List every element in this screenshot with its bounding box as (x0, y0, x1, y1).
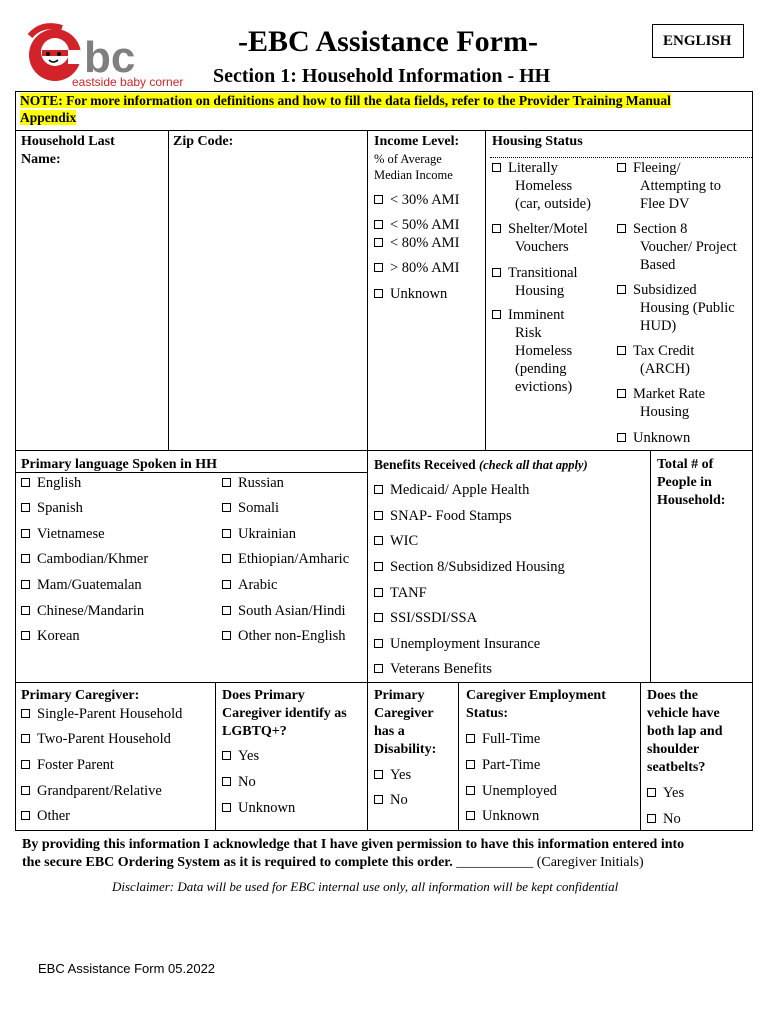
lang-ukrainian[interactable]: Ukrainian (222, 525, 296, 543)
checkbox-icon[interactable] (222, 751, 231, 760)
caregiver-initials-label: (Caregiver Initials) (536, 855, 644, 870)
total-people-label: Total # of People in Household: (657, 457, 726, 508)
checkbox-icon[interactable] (374, 263, 383, 272)
housing-section8[interactable]: Section 8 Voucher/ Project Based (617, 220, 737, 274)
seatbelts-yes[interactable]: Yes (647, 784, 684, 802)
checkbox-icon[interactable] (222, 631, 231, 640)
employment-unemployed[interactable]: Unemployed (466, 782, 557, 800)
svg-text:bc: bc (84, 33, 136, 82)
housing-shelter-motel[interactable]: Shelter/Motel Vouchers (492, 220, 588, 256)
section-title: Section 1: Household Information - HH (213, 65, 551, 87)
checkbox-icon[interactable] (21, 503, 30, 512)
checkbox-icon[interactable] (617, 163, 626, 172)
note (20, 92, 671, 126)
checkbox-icon[interactable] (374, 195, 383, 204)
lang-russian[interactable]: Russian (222, 474, 284, 492)
lang-mam[interactable]: Mam/Guatemalan (21, 576, 142, 594)
checkbox-icon[interactable] (21, 760, 30, 769)
checkbox-icon[interactable] (374, 511, 383, 520)
caregiver-foster[interactable]: Foster Parent (21, 756, 114, 774)
checkbox-icon[interactable] (21, 811, 30, 820)
benefit-wic[interactable]: WIC (374, 532, 418, 550)
checkbox-icon[interactable] (617, 346, 626, 355)
housing-imminent-risk[interactable]: Imminent Risk Homeless (pending evictions) (492, 306, 572, 396)
housing-market-rate[interactable]: Market Rate Housing (617, 385, 705, 421)
income-option-lt50[interactable]: < 50% AMI (374, 216, 459, 234)
checkbox-icon[interactable] (466, 786, 475, 795)
checkbox-icon[interactable] (374, 289, 383, 298)
checkbox-icon[interactable] (492, 224, 501, 233)
checkbox-icon[interactable] (374, 220, 383, 229)
checkbox-icon[interactable] (374, 770, 383, 779)
disability-no[interactable]: No (374, 791, 408, 809)
caregiver-two-parent[interactable]: Two-Parent Household (21, 730, 171, 748)
housing-subsidized[interactable]: Subsidized Housing (Public HUD) (617, 281, 735, 335)
checkbox-icon[interactable] (21, 606, 30, 615)
language-badge-label: ENGLISH (663, 33, 732, 49)
employment-part-time[interactable]: Part-Time (466, 756, 540, 774)
checkbox-icon[interactable] (21, 631, 30, 640)
checkbox-icon[interactable] (222, 777, 231, 786)
lgbtq-no[interactable]: No (222, 773, 256, 791)
household-last-name-label: Household Last Name: (21, 134, 115, 167)
lang-chinese[interactable]: Chinese/Mandarin (21, 602, 144, 620)
checkbox-icon[interactable] (374, 562, 383, 571)
income-option-unknown[interactable]: Unknown (374, 285, 447, 303)
housing-tax-credit[interactable]: Tax Credit (ARCH) (617, 342, 694, 378)
income-sublabel: % of Average Median Income (374, 152, 453, 182)
caregiver-grandparent[interactable]: Grandparent/Relative (21, 782, 162, 800)
ebc-logo-graphic (22, 22, 192, 90)
checkbox-icon[interactable] (21, 734, 30, 743)
checkbox-icon[interactable] (466, 760, 475, 769)
checkbox-icon[interactable] (374, 613, 383, 622)
checkbox-icon[interactable] (647, 788, 656, 797)
housing-fleeing-dv[interactable]: Fleeing/ Attempting to Flee DV (617, 159, 721, 213)
checkbox-icon[interactable] (222, 503, 231, 512)
benefit-veterans[interactable]: Veterans Benefits (374, 660, 492, 678)
income-option-lt30[interactable]: < 30% AMI (374, 191, 459, 209)
note-line-1: NOTE: For more information on definitions and how to fill the data fields, refer to the Provider Training Manual (20, 93, 671, 108)
lang-south-asian[interactable]: South Asian/Hindi (222, 602, 346, 620)
lgbtq-yes[interactable]: Yes (222, 747, 259, 765)
checkbox-icon[interactable] (222, 478, 231, 487)
benefit-section8[interactable]: Section 8/Subsidized Housing (374, 558, 565, 576)
checkbox-icon[interactable] (617, 389, 626, 398)
lang-arabic[interactable]: Arabic (222, 576, 277, 594)
benefits-label: Benefits Received (check all that apply) (374, 457, 588, 472)
checkbox-icon[interactable] (492, 310, 501, 319)
form-title: -EBC Assistance Form- (238, 25, 538, 58)
checkbox-icon[interactable] (222, 580, 231, 589)
lang-korean[interactable]: Korean (21, 627, 80, 645)
checkbox-icon[interactable] (374, 536, 383, 545)
checkbox-icon[interactable] (222, 803, 231, 812)
checkbox-icon[interactable] (466, 811, 475, 820)
checkbox-icon[interactable] (222, 606, 231, 615)
consent-statement: By providing this information I acknowledge that I have given permission to have this information entered into the secure EBC Ordering System as it is required to complete this order. ___________ (Caregiver Initials) (22, 837, 685, 870)
employment-unknown[interactable]: Unknown (466, 807, 539, 825)
checkbox-icon[interactable] (374, 588, 383, 597)
caregiver-single[interactable]: Single-Parent Household (21, 705, 182, 723)
checkbox-icon[interactable] (466, 734, 475, 743)
zip-code-label: Zip Code: (173, 134, 234, 149)
checkbox-icon[interactable] (374, 238, 383, 247)
primary-language-label: Primary language Spoken in HH (21, 457, 218, 472)
checkbox-icon[interactable] (21, 786, 30, 795)
checkbox-icon[interactable] (617, 433, 626, 442)
housing-transitional[interactable]: Transitional Housing (492, 264, 578, 300)
housing-unknown[interactable]: Unknown (617, 429, 690, 447)
housing-literally-homeless[interactable]: Literally Homeless (car, outside) (492, 159, 591, 213)
checkbox-icon[interactable] (222, 554, 231, 563)
lgbtq-unknown[interactable]: Unknown (222, 799, 295, 817)
income-option-gt80[interactable]: > 80% AMI (374, 259, 459, 277)
note-line-2: Appendix (20, 110, 77, 125)
checkbox-icon[interactable] (374, 664, 383, 673)
language-badge (652, 24, 744, 58)
benefit-snap[interactable]: SNAP- Food Stamps (374, 507, 512, 525)
checkbox-icon[interactable] (21, 478, 30, 487)
income-option-lt80[interactable]: < 80% AMI (374, 234, 459, 252)
housing-status-label: Housing Status (492, 134, 583, 149)
logo-tagline: eastside baby corner (72, 75, 184, 89)
benefit-tanf[interactable]: TANF (374, 584, 427, 602)
lang-other[interactable]: Other non-English (222, 627, 346, 645)
checkbox-icon[interactable] (492, 163, 501, 172)
checkbox-icon[interactable] (647, 814, 656, 823)
lang-somali[interactable]: Somali (222, 499, 279, 517)
employment-full-time[interactable]: Full-Time (466, 730, 540, 748)
checkbox-icon[interactable] (617, 285, 626, 294)
lang-cambodian[interactable]: Cambodian/Khmer (21, 550, 148, 568)
primary-caregiver-label: Primary Caregiver: (21, 688, 140, 703)
ebc-logo (22, 22, 192, 90)
seatbelts-no[interactable]: No (647, 810, 681, 828)
caregiver-initials-blank[interactable]: ___________ (456, 855, 534, 870)
caregiver-other[interactable]: Other (21, 807, 70, 825)
benefit-ssi[interactable]: SSI/SSDI/SSA (374, 609, 477, 627)
checkbox-icon[interactable] (374, 485, 383, 494)
disability-label: Primary Caregiver has a Disability: (374, 688, 437, 757)
checkbox-icon[interactable] (21, 580, 30, 589)
checkbox-icon[interactable] (374, 795, 383, 804)
lang-spanish[interactable]: Spanish (21, 499, 83, 517)
benefit-medicaid[interactable]: Medicaid/ Apple Health (374, 481, 529, 499)
lgbtq-label: Does Primary Caregiver identify as LGBTQ+? (222, 688, 347, 739)
seatbelts-label: Does the vehicle have both lap and shoulder seatbelts? (647, 688, 723, 775)
checkbox-icon[interactable] (617, 224, 626, 233)
lang-vietnamese[interactable]: Vietnamese (21, 525, 105, 543)
checkbox-icon[interactable] (222, 529, 231, 538)
disability-yes[interactable]: Yes (374, 766, 411, 784)
benefit-unemployment[interactable]: Unemployment Insurance (374, 635, 540, 653)
checkbox-icon[interactable] (21, 709, 30, 718)
footer-form-version: EBC Assistance Form 05.2022 (38, 961, 216, 976)
checkbox-icon[interactable] (374, 639, 383, 648)
employment-label: Caregiver Employment Status: (466, 688, 606, 721)
disclaimer: Disclaimer: Data will be used for EBC internal use only, all information will be kept confidential (112, 879, 619, 894)
checkbox-icon[interactable] (21, 554, 30, 563)
lang-english[interactable]: English (21, 474, 81, 492)
income-level-label: Income Level: (374, 134, 460, 149)
checkbox-icon[interactable] (21, 529, 30, 538)
checkbox-icon[interactable] (492, 268, 501, 277)
lang-ethiopian[interactable]: Ethiopian/Amharic (222, 550, 349, 568)
